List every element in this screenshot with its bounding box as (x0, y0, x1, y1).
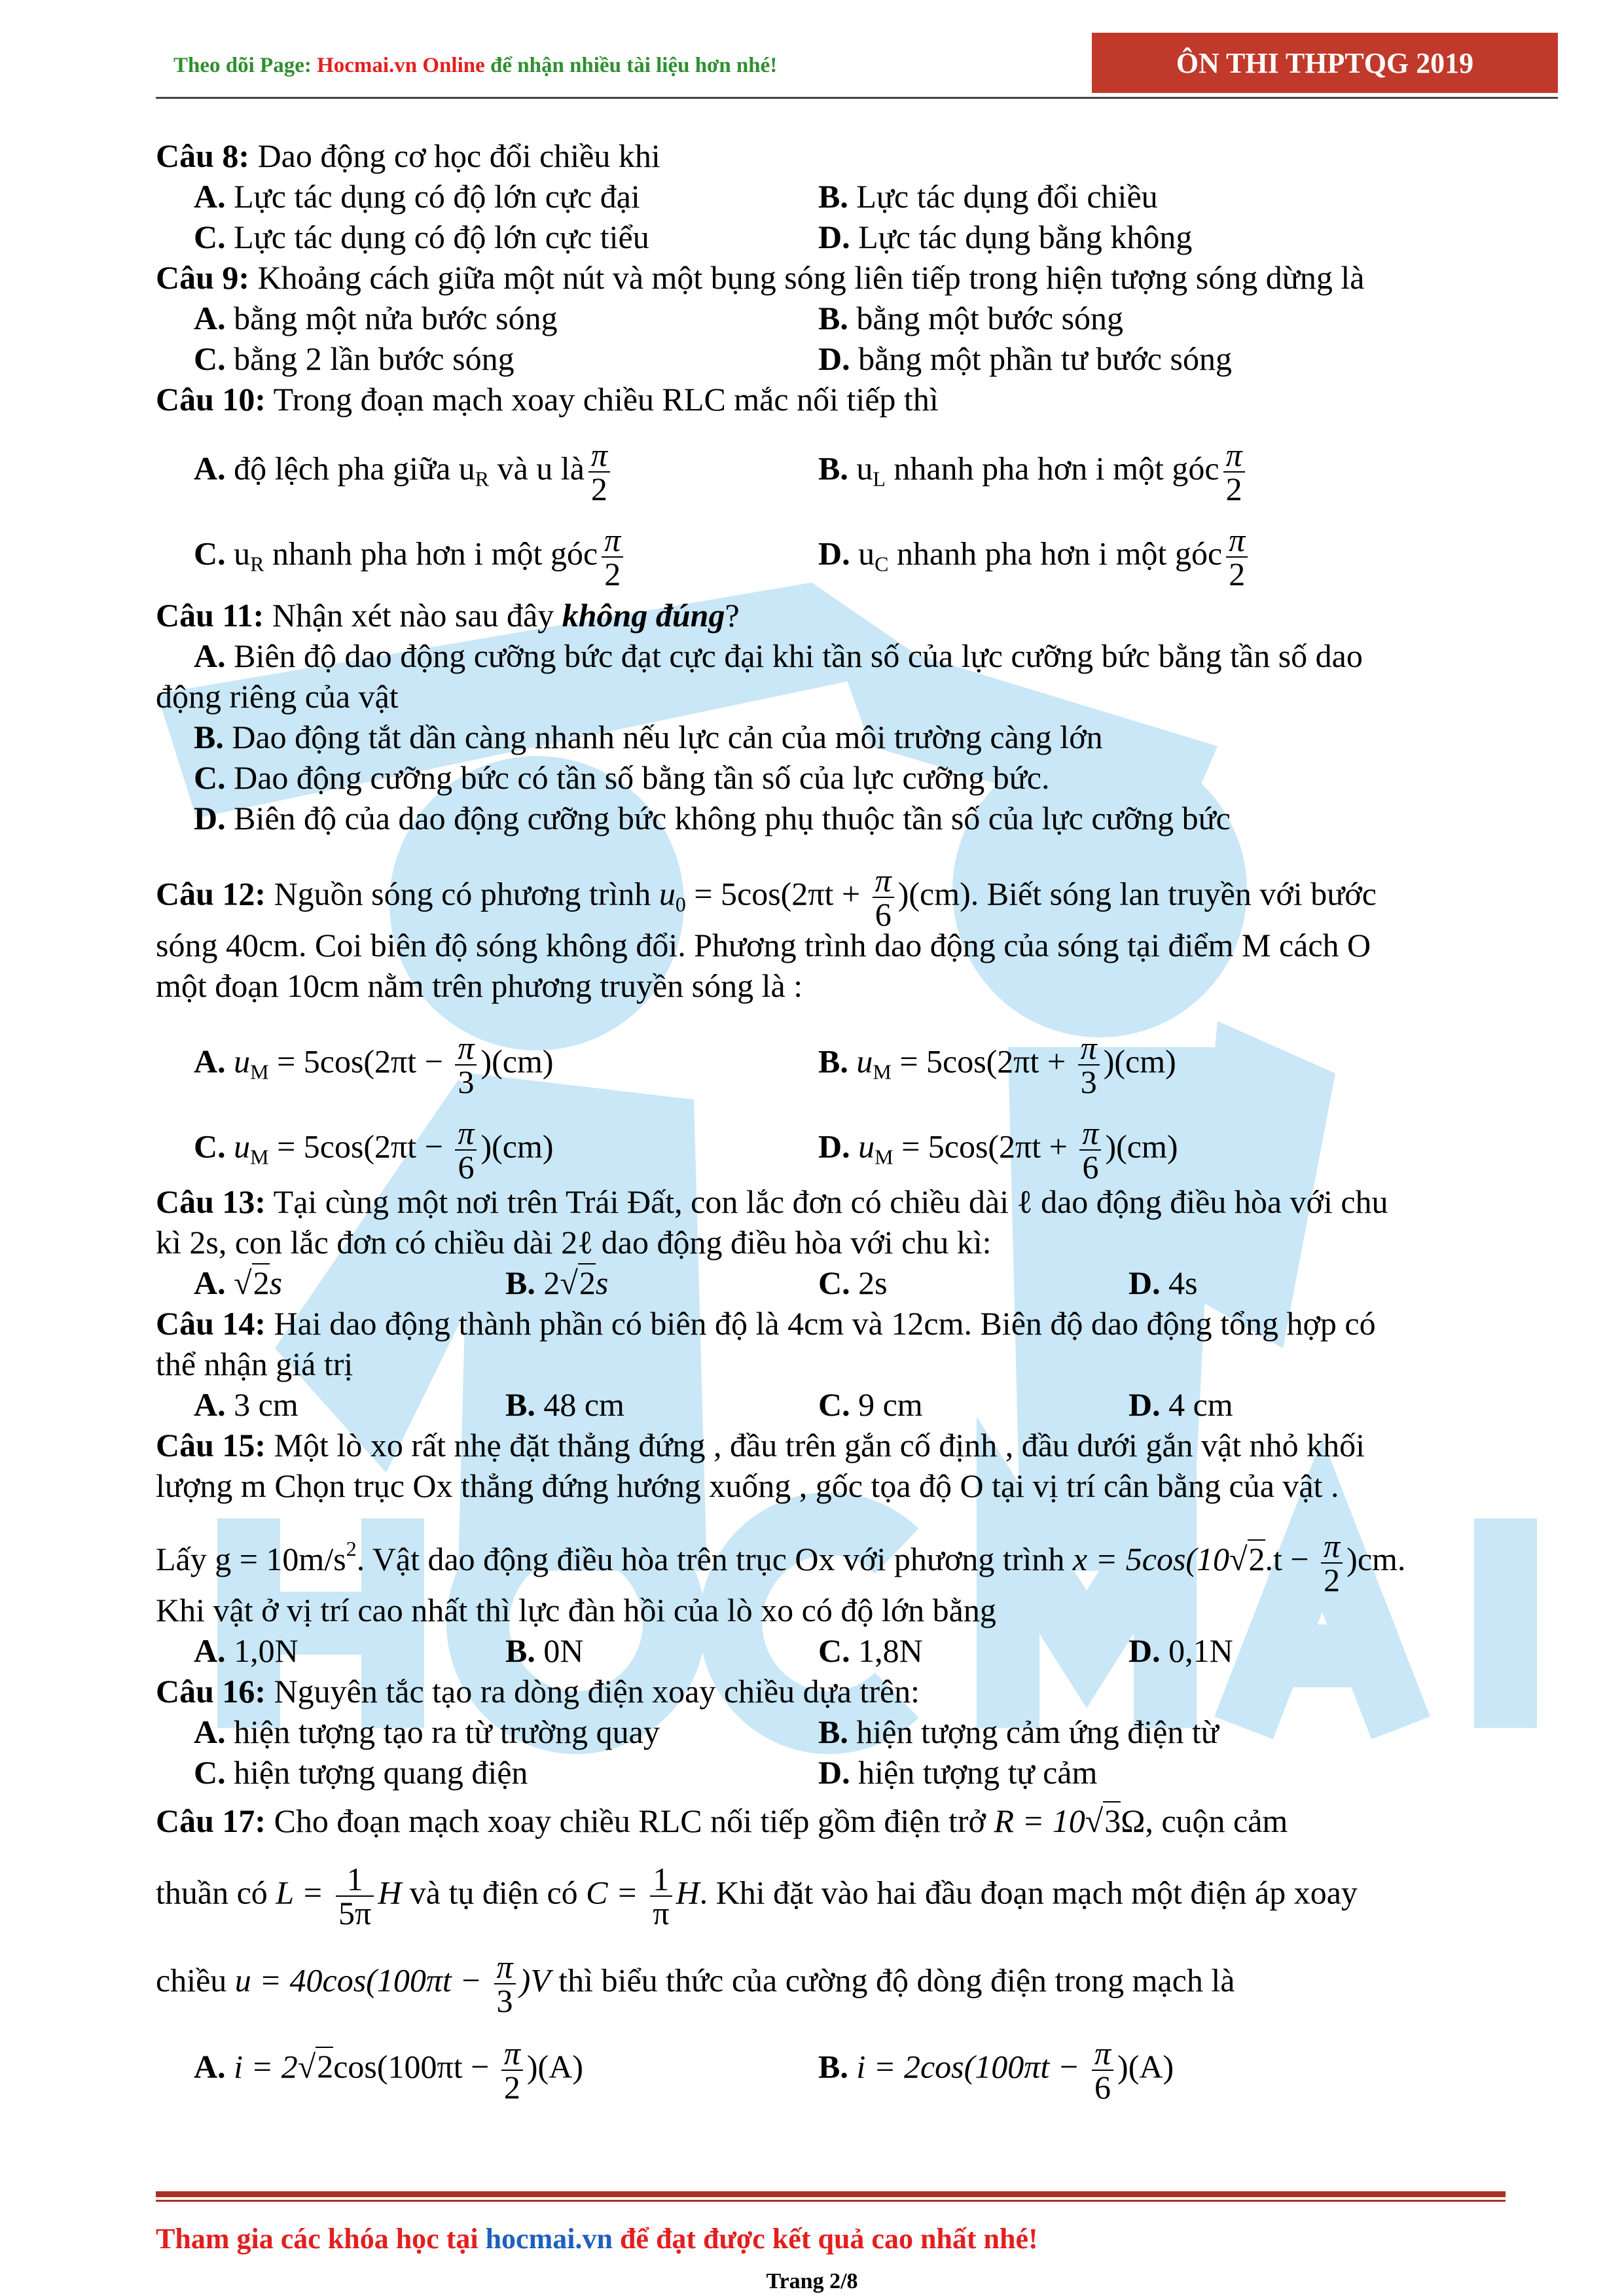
question-text: Hai dao động thành phần có biên độ là 4cm và 12cm. Biên độ dao động tổng hợp có (266, 1305, 1376, 1342)
header-promo-post: để nhận nhiều tài liệu hơn nhé! (484, 54, 778, 77)
option-letter: C. (194, 340, 226, 377)
option-letter: C. (194, 1128, 226, 1165)
option-text: 1,8N (858, 1632, 923, 1669)
option-letter: D. (818, 1128, 850, 1165)
radicand: 2 (317, 2048, 334, 2085)
question-text: . Vật dao động điều hòa trên trục Ox với phương trình (356, 1541, 1073, 1577)
question-text: Tại cùng một nơi trên Trái Đất, con lắc đơn có chiều dài ℓ dao động điều hòa với chu (266, 1183, 1388, 1220)
equation: )(cm) (1105, 1128, 1178, 1165)
footer-link[interactable]: hocmai.vn (485, 2223, 613, 2255)
option-c (194, 524, 627, 590)
question-8 (156, 136, 660, 175)
numerator: π (1079, 1117, 1101, 1151)
option-text: 9 cm (858, 1386, 923, 1423)
radicand: 3 (1104, 1803, 1121, 1839)
option-text: nhanh pha hơn i một góc (264, 535, 598, 572)
option-text: Biên độ của dao động cưỡng bức không phụ thuộc tần số của lực cưỡng bức (234, 800, 1231, 836)
header-promo-pre: Theo dõi Page: (173, 54, 317, 77)
fraction (455, 1031, 477, 1098)
question-text: Trong đoạn mạch xoay chiều RLC mắc nối tiếp thì (266, 381, 939, 418)
fraction (602, 524, 623, 590)
option-letter: D. (1128, 1632, 1161, 1669)
question-text: . Khi đặt vào hai đầu đoạn mạch một điện áp xoay (699, 1874, 1358, 1911)
option-a (194, 439, 614, 505)
option-letter: B. (818, 300, 848, 336)
option-letter: A. (194, 2048, 226, 2085)
option-b (818, 2037, 1174, 2104)
option-a (194, 298, 558, 338)
option-text: 48 cm (543, 1386, 624, 1423)
numerator: π (494, 1950, 516, 1984)
question-text: Nhận xét nào sau đây (264, 597, 562, 634)
option-a (194, 177, 640, 216)
equation: i = 2cos(100πt − (856, 2048, 1088, 2085)
denominator: 6 (1082, 1149, 1099, 1185)
question-text: Nguyên tắc tạo ra dòng điện xoay chiều dựa trên: (266, 1673, 920, 1710)
question-14 (156, 1304, 1376, 1343)
question-text-line: Lấy $g = 10m/s^2$. Vật dao động điều hòa trên trục Ox với phương trình x = 5cos(10√2.t − $\frac{\pi}{2}$ )cm. (156, 1527, 1406, 1598)
unit: s (595, 1265, 609, 1301)
option-text: Dao động tắt dần càng nhanh nếu lực cản của môi trường càng lớn (232, 719, 1103, 755)
option-d (818, 524, 1252, 590)
question-text-line (156, 1863, 1358, 1929)
footer-promo-post: để đạt được kết quả cao nhất nhé! (612, 2223, 1038, 2255)
option-letter: C. (194, 759, 226, 796)
fraction (1079, 1117, 1101, 1183)
question-label: Câu 16: (156, 1673, 266, 1710)
option-text: Dao động cưỡng bức có tần số bằng tần số của lực cưỡng bức. (234, 759, 1050, 796)
numerator: π (501, 2037, 523, 2071)
option-c (818, 1385, 923, 1424)
numerator: π (1078, 1031, 1100, 1066)
unit: H (378, 1874, 402, 1911)
option-letter: C. (818, 1386, 850, 1423)
question-text-line (156, 1950, 1235, 2017)
option-letter: A. (194, 1386, 226, 1423)
numerator: π (602, 524, 623, 558)
question-label: Câu 13: (156, 1183, 266, 1220)
option-text: 3 cm (234, 1386, 298, 1423)
equation: = 5cos(2πt + (893, 1128, 1076, 1165)
option-d (818, 339, 1232, 378)
equation: u (234, 1043, 251, 1080)
question-text-line: lượng m Chọn trục Ox thẳng đứng hướng xuống , gốc tọa độ O tại vị trí cân bằng của vật . (156, 1467, 1339, 1504)
option-letter: D. (1128, 1265, 1161, 1301)
question-text: Dao động cơ học đổi chiều khi (249, 137, 660, 174)
option-d (818, 1753, 1097, 1792)
question-label: Câu 14: (156, 1305, 266, 1342)
option-c (194, 217, 649, 257)
option-letter: B. (818, 1713, 848, 1750)
question-12 (156, 864, 1377, 931)
option-letter: D. (194, 800, 226, 836)
fraction (588, 439, 610, 505)
equation: u (659, 875, 676, 912)
equation: )(A) (526, 2048, 583, 2085)
numerator: 1 (650, 1863, 672, 1897)
denominator: 3 (496, 1982, 513, 2019)
option-b (505, 1385, 624, 1424)
question-text-line: một đoạn 10cm nằm trên phương truyền sóng là : (156, 967, 803, 1004)
fraction (650, 1863, 672, 1929)
equation: u (856, 1043, 873, 1080)
option-a-continued: động riêng của vật (156, 678, 399, 715)
punctuation: . (1397, 1541, 1406, 1577)
radicand: 2 (579, 1265, 596, 1301)
question-11 (156, 596, 740, 635)
fraction (1321, 1527, 1343, 1598)
option-a: A. i = 2√2cos(100πt − $\frac{\pi}{2}$ )(A) (194, 2035, 583, 2106)
superscript: 2 (346, 1537, 357, 1560)
equation: = 5cos(2πt − (268, 1128, 452, 1165)
page-number: Trang 2/8 (766, 2269, 858, 2293)
denominator: 6 (1094, 2069, 1111, 2106)
option-text: 2s (858, 1265, 888, 1301)
equation: )(cm) (480, 1128, 554, 1165)
option-c (818, 1631, 923, 1670)
numerator: π (1226, 524, 1248, 558)
numerator: π (588, 439, 610, 473)
question-label: Câu 10: (156, 381, 266, 418)
subscript: M (873, 1060, 892, 1084)
option-text: 1,0N (234, 1632, 298, 1669)
option-b: B. 2√2s (505, 1265, 609, 1301)
option-b (818, 298, 1123, 338)
question-text: Khoảng cách giữa một nút và một bụng sóng liên tiếp trong hiện tượng sóng dừng là (249, 259, 1365, 296)
equation: )V (519, 1962, 550, 1999)
option-b (818, 177, 1158, 216)
option-d (818, 1117, 1178, 1183)
option-d (1128, 1631, 1233, 1670)
denominator: 2 (1225, 471, 1242, 507)
option-letter: C. (818, 1265, 850, 1301)
denominator: 2 (604, 556, 621, 592)
fraction (873, 864, 894, 931)
option-text: nhanh pha hơn i một góc (885, 450, 1219, 487)
option-b (505, 1631, 583, 1670)
question-label: Câu 9: (156, 259, 250, 296)
question-17: Câu 17: Cho đoạn mạch xoay chiều RLC nối tiếp gồm điện trở R = 10√3Ω, cuộn cảm (156, 1803, 1288, 1839)
equation: R = 10 (994, 1803, 1085, 1839)
option-text: 0,1N (1168, 1632, 1233, 1669)
question-text-line: sóng 40cm. Coi biên độ sóng không đổi. Phương trình dao động của sóng tại điểm M cách O (156, 927, 1371, 963)
equation: = 5cos(2πt + (891, 1043, 1074, 1080)
equation: = 5cos(2πt − (268, 1043, 452, 1080)
option-b (818, 439, 1249, 505)
subscript: M (250, 1060, 269, 1084)
footer-divider-thin (156, 2200, 1506, 2202)
option-letter: B. (818, 450, 848, 487)
option-text: hiện tượng tự cảm (858, 1754, 1098, 1791)
option-letter: C. (194, 1754, 226, 1791)
option-text: bằng một bước sóng (856, 300, 1124, 336)
option-text: bằng một phần tư bước sóng (858, 340, 1232, 377)
option-d (194, 798, 1231, 838)
subscript: L (873, 467, 886, 491)
option-text: u (858, 535, 875, 572)
fraction (1078, 1031, 1100, 1098)
subscript: R (250, 552, 264, 576)
option-text: hiện tượng quang điện (234, 1754, 528, 1791)
question-label: Câu 8: (156, 137, 250, 174)
option-letter: B. (818, 1043, 848, 1080)
numerator: π (455, 1117, 477, 1151)
option-letter: D. (818, 340, 850, 377)
unit: s (269, 1265, 283, 1301)
question-mark: ? (725, 597, 740, 634)
question-text: thuần có (156, 1874, 276, 1911)
question-text: chiều (156, 1962, 235, 1999)
option-text: Lực tác dụng đổi chiều (856, 178, 1158, 215)
option-letter: A. (194, 1043, 226, 1080)
header-promo-link[interactable]: Hocmai.vn Online (317, 54, 485, 77)
option-text: bằng một nửa bước sóng (234, 300, 558, 336)
unit: H (676, 1874, 700, 1911)
denominator: 3 (458, 1064, 475, 1100)
option-text: Biên độ dao động cưỡng bức đạt cực đại khi tần số của lực cưỡng bức bằng tần số dao (234, 637, 1363, 674)
option-b (194, 717, 1103, 757)
option-letter: C. (818, 1632, 850, 1669)
fraction (501, 2037, 523, 2104)
question-label: Câu 15: (156, 1427, 266, 1463)
denominator: 2 (503, 2069, 520, 2106)
question-label: Câu 17: (156, 1803, 266, 1839)
fraction (1226, 524, 1248, 590)
question-text: Một lò xo rất nhẹ đặt thẳng đứng , đầu trên gắn cố định , đầu dưới gắn vật nhỏ khối (266, 1427, 1365, 1463)
question-text: thì biểu thức của cường độ dòng điện trong mạch là (550, 1962, 1235, 1999)
option-letter: A. (194, 1632, 226, 1669)
equation: u (234, 1128, 251, 1165)
denominator: 3 (1080, 1064, 1097, 1100)
option-c (818, 1263, 888, 1302)
question-9 (156, 258, 1364, 297)
numerator: π (1092, 2037, 1113, 2071)
option-b (818, 1031, 1176, 1098)
equation: )(cm) (480, 1043, 554, 1080)
numerator: π (1321, 1530, 1343, 1564)
option-a (194, 1031, 554, 1098)
equation: cos(100πt − (333, 2048, 497, 2085)
fraction (494, 1950, 516, 2017)
option-letter: D. (818, 219, 850, 255)
equation: .t − (1265, 1541, 1318, 1577)
option-text: bằng 2 lần bước sóng (234, 340, 514, 377)
option-letter: B. (505, 1265, 535, 1301)
coefficient: 2 (543, 1265, 560, 1301)
option-c (194, 339, 514, 378)
question-text: Lấy g = 10m/s (156, 1541, 346, 1577)
question-text-line: kì 2s, con lắc đơn có chiều dài 2ℓ dao động điều hòa với chu kì: (156, 1224, 992, 1261)
equation: )(A) (1117, 2048, 1174, 2085)
subscript: 0 (675, 892, 686, 916)
option-letter: B. (505, 1386, 535, 1423)
option-letter: A. (194, 1265, 226, 1301)
option-a (194, 636, 1363, 675)
option-c (194, 1117, 554, 1183)
denominator: 6 (458, 1149, 475, 1185)
equation: x = 5cos(10 (1072, 1541, 1230, 1577)
unit: Ω (1121, 1803, 1146, 1839)
option-letter: A. (194, 178, 226, 215)
option-letter: C. (194, 535, 226, 572)
footer-promo (156, 2222, 1038, 2255)
equation: u (858, 1128, 875, 1165)
option-letter: D. (1128, 1386, 1161, 1423)
option-letter: A. (194, 637, 226, 674)
option-a (194, 1385, 298, 1424)
radicand: 2 (1248, 1541, 1265, 1577)
option-letter: B. (194, 719, 224, 755)
question-text: , cuộn cảm (1145, 1803, 1288, 1839)
option-text: hiện tượng cảm ứng điện từ (856, 1713, 1219, 1750)
option-letter: D. (818, 1754, 850, 1791)
option-a (194, 1631, 298, 1670)
option-letter: B. (818, 178, 848, 215)
option-b (818, 1712, 1219, 1751)
header-divider (156, 97, 1558, 99)
option-text: độ lệch pha giữa u (234, 450, 475, 487)
option-d (1128, 1385, 1233, 1424)
numerator: π (1223, 439, 1245, 473)
option-a: A. √2s (194, 1265, 283, 1301)
option-letter: A. (194, 300, 226, 336)
subscript: C (875, 552, 889, 576)
question-10 (156, 380, 939, 419)
numerator: π (455, 1031, 477, 1066)
equation: )cm (1346, 1541, 1398, 1577)
denominator: 6 (875, 896, 892, 933)
question-text: và tụ điện có (401, 1874, 586, 1911)
option-text: nhanh pha hơn i một góc (888, 535, 1223, 572)
question-text: Nguồn sóng có phương trình (266, 875, 659, 912)
fraction (1223, 439, 1245, 505)
question-15 (156, 1426, 1365, 1465)
option-d (818, 217, 1192, 257)
exam-title-badge: ÔN THI THPTQG 2019 (1092, 33, 1558, 93)
denominator: 5π (338, 1895, 372, 1931)
option-text: Lực tác dụng có độ lớn cực đại (234, 178, 640, 215)
question-13 (156, 1182, 1388, 1221)
equation: C = (586, 1874, 647, 1911)
option-text: 4s (1168, 1265, 1198, 1301)
radicand: 2 (253, 1265, 270, 1301)
question-text-line: thể nhận giá trị (156, 1346, 353, 1382)
equation: )(cm) (897, 875, 971, 912)
option-text: u (234, 535, 251, 572)
question-label: Câu 12: (156, 875, 266, 912)
denominator: 2 (1229, 556, 1246, 592)
denominator: π (653, 1895, 670, 1931)
question-text: Cho đoạn mạch xoay chiều RLC nối tiếp gồm điện trở (266, 1803, 994, 1839)
numerator: 1 (336, 1863, 374, 1897)
equation: = 5cos(2πt + (685, 875, 869, 912)
option-letter: A. (194, 1713, 226, 1750)
fraction (1092, 2037, 1113, 2104)
question-text-line: Khi vật ở vị trí cao nhất thì lực đàn hồi của lò xo có độ lớn bằng (156, 1592, 996, 1628)
option-letter: A. (194, 450, 226, 487)
question-emphasis: không đúng (562, 597, 725, 634)
option-text: và u là (489, 450, 585, 487)
equation: i = 2 (234, 2048, 298, 2085)
option-text: Lực tác dụng bằng không (858, 219, 1193, 255)
subscript: M (250, 1145, 269, 1169)
footer-divider-thick (156, 2191, 1506, 2197)
equation: u = 40cos(100πt − (234, 1962, 490, 1999)
option-text: Lực tác dụng có độ lớn cực tiểu (234, 219, 649, 255)
footer-promo-pre: Tham gia các khóa học tại (156, 2223, 486, 2255)
fraction (336, 1863, 374, 1929)
equation: L = (276, 1874, 332, 1911)
option-c (194, 1753, 528, 1792)
option-letter: B. (505, 1632, 535, 1669)
option-text: 0N (543, 1632, 584, 1669)
question-label: Câu 11: (156, 597, 264, 634)
option-d (1128, 1263, 1198, 1302)
option-a (194, 1712, 660, 1751)
option-letter: B. (818, 2048, 848, 2085)
equation: )(cm) (1103, 1043, 1176, 1080)
option-c (194, 758, 1050, 797)
question-text: . Biết sóng lan truyền với bước (970, 875, 1377, 912)
option-text: 4 cm (1168, 1386, 1233, 1423)
denominator: 2 (590, 471, 607, 507)
option-text: hiện tượng tạo ra từ trường quay (234, 1713, 660, 1750)
subscript: M (875, 1145, 893, 1169)
subscript: R (475, 467, 490, 491)
numerator: π (873, 864, 894, 898)
option-letter: C. (194, 219, 226, 255)
header-promo (173, 54, 777, 78)
denominator: 2 (1324, 1561, 1341, 1598)
fraction (455, 1117, 477, 1183)
option-letter: D. (818, 535, 850, 572)
question-16 (156, 1672, 920, 1711)
option-text: u (856, 450, 873, 487)
